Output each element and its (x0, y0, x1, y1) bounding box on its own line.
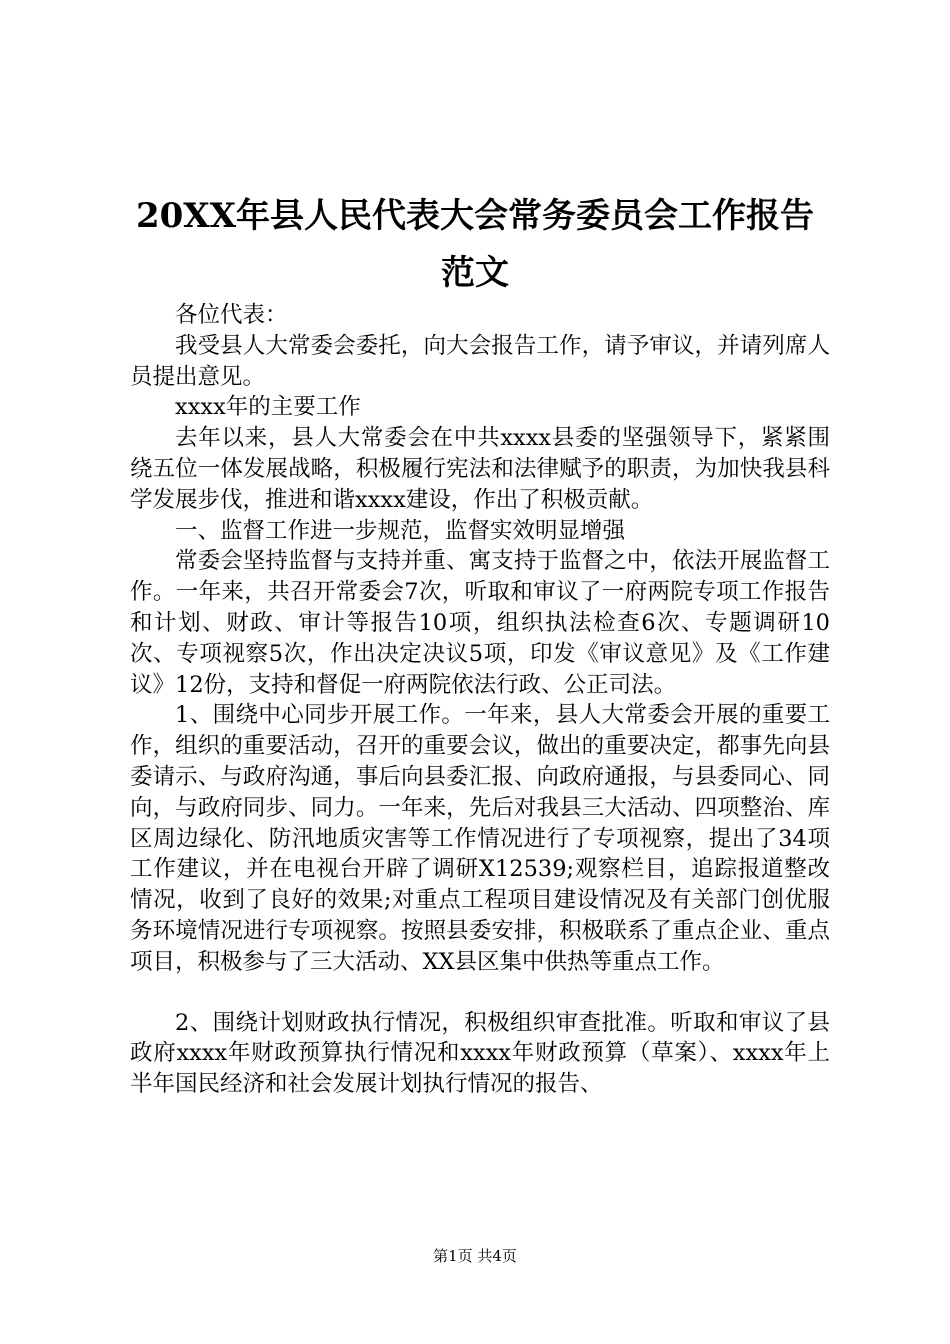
document-title-line-2: 范文 (441, 253, 509, 293)
salutation: 各位代表： (175, 302, 288, 328)
document-body (130, 300, 830, 1100)
section-heading: xxxx年的主要工作 (175, 394, 361, 421)
paragraph: 常委会坚持监督与支持并重、寓支持于监督之中，依法开展监督工作。一年来，共召开常委会7次，听取和审议了一府两院专项工作报告和计划、财政、审计等报告10项，组织执法检查6次、专题调研10次、专项视察5次，作出决定决议5项，印发《审议意见》及《工作建议》12份，支持和督促一府两院依法行政、公正司法。 (130, 548, 830, 698)
paragraph: 2、围绕计划财政执行情况，积极组织审查批准。听取和审议了县政府xxxx年财政预算执行情况和xxxx年财政预算（草案）、xxxx年上半年国民经济和社会发展计划执行情况的报告、 (130, 1009, 830, 1098)
page-footer: 第1页 共4页 (433, 1247, 517, 1265)
section-heading: 一、监督工作进一步规范，监督实效明显增强 (175, 517, 626, 544)
paragraph: 1、围绕中心同步开展工作。一年来，县人大常委会开展的重要工作，组织的重要活动，召开的重要会议，做出的重要决定，都事先向县委请示、与政府沟通，事后向县委汇报、向政府通报，与县委同心、同向，与政府同步、同力。一年来，先后对我县三大活动、四项整治、库区周边绿化、防汛地质灾害等工作情况进行了专项视察，提出了34项工作建议，并在电视台开辟了调研X12539;观察栏目，追踪报道整改情况，收到了良好的效果;对重点工程项目建设情况及有关部门创优服务环境情况进行专项视察。按照县委安排，积极联系了重点企业、重点项目，积极参与了三大活动、XX县区集中供热等重点工作。 (130, 702, 830, 975)
paragraph: 我受县人大常委会委托，向大会报告工作，请予审议，并请列席人员提出意见。 (130, 332, 830, 390)
paragraph: 去年以来，县人大常委会在中共xxxx县委的坚强领导下，紧紧围绕五位一体发展战略，积极履行宪法和法律赋予的职责，为加快我县科学发展步伐，推进和谐xxxx建设，作出了积极贡献。 (130, 425, 830, 513)
document-title-line-1: 20XX年县人民代表大会常务委员会工作报告 (135, 196, 815, 236)
